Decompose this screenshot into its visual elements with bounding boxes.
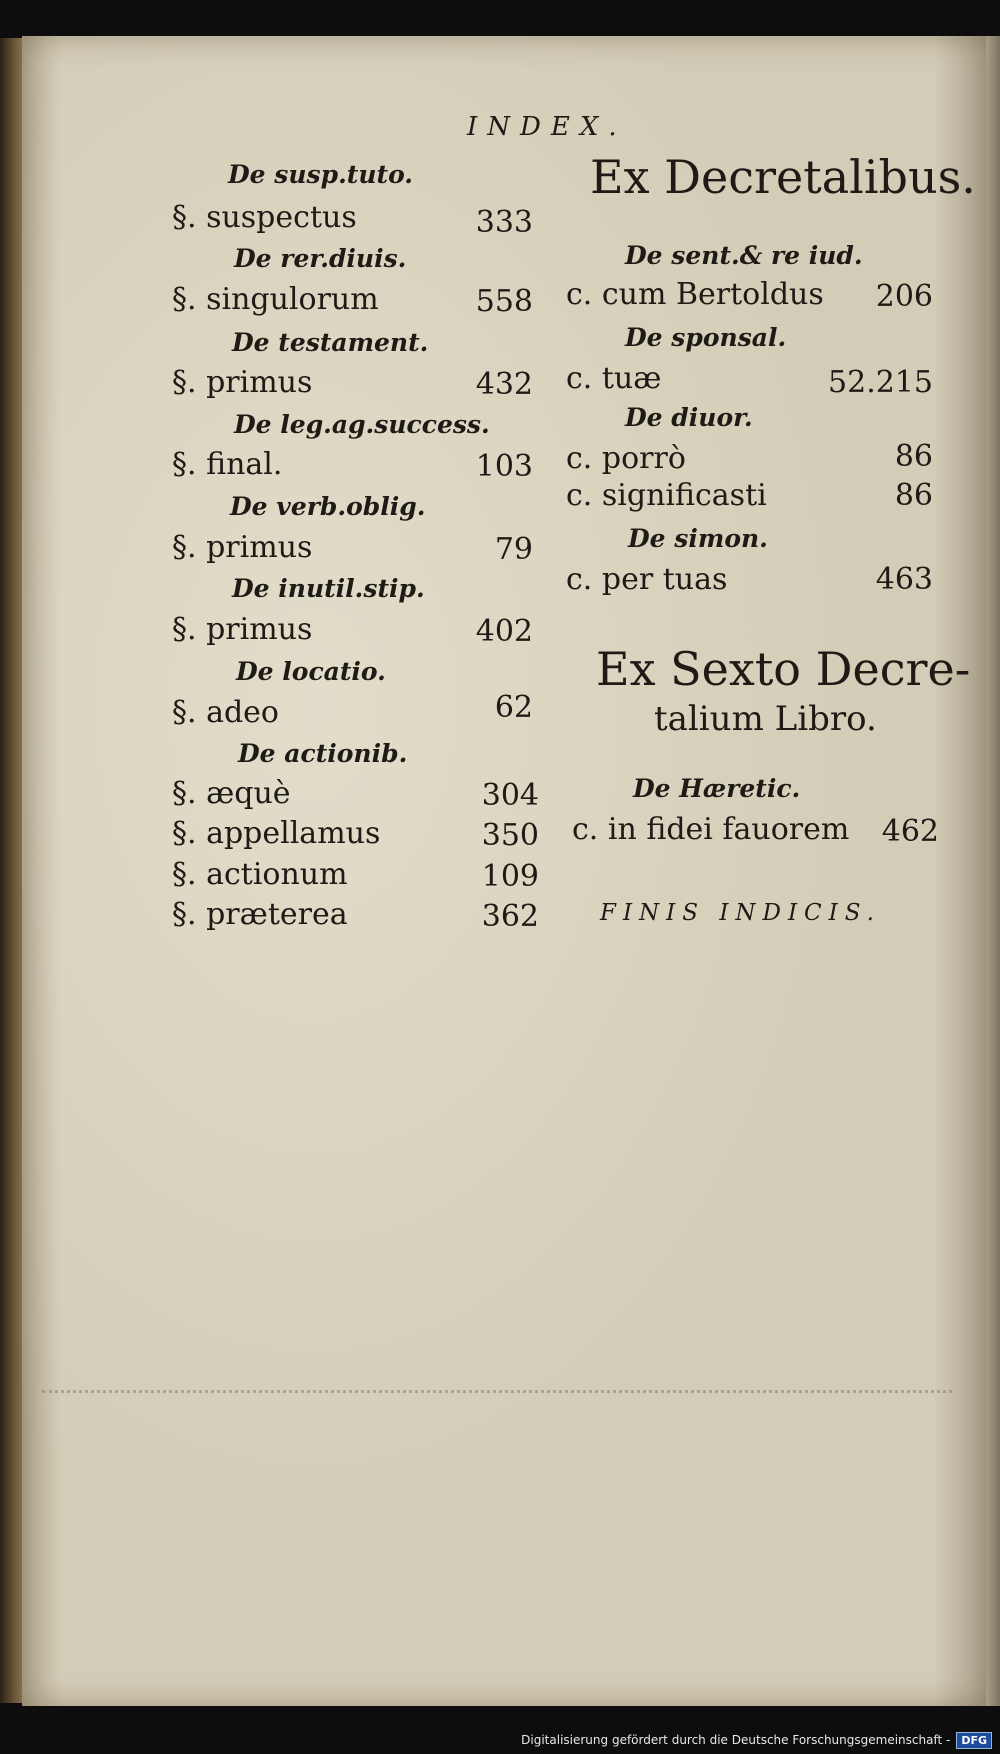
index-entry: §. primus: [172, 612, 313, 647]
index-rubric: De locatio.: [236, 657, 386, 686]
page-number: 432: [475, 367, 533, 402]
page-number: 86: [894, 439, 933, 474]
index-rubric: De susp.tuto.: [228, 160, 414, 189]
section-title-continued: talium Libro.: [654, 699, 877, 739]
page-number: 103: [475, 449, 533, 484]
finis-line: FINIS INDICIS.: [600, 900, 881, 926]
page-number: 558: [475, 284, 533, 319]
page-number: 462: [881, 814, 939, 849]
index-rubric: De sponsal.: [625, 323, 787, 352]
index-rubric: De verb.oblig.: [230, 492, 426, 521]
page-number: 109: [481, 859, 539, 894]
index-entry: c. significasti: [566, 478, 767, 513]
book-spine: [0, 38, 24, 1703]
page-number: 304: [481, 778, 539, 813]
index-entry: c. porrò: [566, 441, 686, 476]
index-entry: c. cum Bertoldus: [566, 277, 824, 312]
page-number: 86: [894, 478, 933, 513]
index-entry: §. appellamus: [172, 816, 381, 851]
index-entry: §. primus: [172, 530, 313, 565]
index-entry: §. final.: [172, 447, 283, 482]
index-rubric: De diuor.: [625, 403, 753, 432]
index-entry: §. præterea: [172, 897, 348, 932]
index-rubric: De inutil.stip.: [232, 574, 425, 603]
index-entry: c. per tuas: [566, 562, 728, 597]
page-edge: [986, 36, 1000, 1706]
index-rubric: De simon.: [628, 524, 768, 553]
section-title: Ex Sexto Decre-: [596, 642, 971, 696]
index-entry: c. in fidei fauorem: [572, 812, 850, 847]
index-rubric: De actionib.: [238, 739, 408, 768]
page-header: INDEX.: [467, 112, 627, 142]
page-number: 79: [494, 532, 533, 567]
page-number: 362: [481, 899, 539, 934]
page-number: 333: [475, 205, 533, 240]
index-entry: §. æquè: [172, 776, 291, 811]
show-through-dots: [42, 1390, 952, 1393]
page-number: 206: [875, 279, 933, 314]
index-entry: §. suspectus: [172, 200, 357, 235]
footer-credit: Digitalisierung gefördert durch die Deutsche Forschungsgemeinschaft -: [521, 1733, 951, 1747]
index-entry: §. primus: [172, 365, 313, 400]
digitization-footer: [521, 1730, 992, 1750]
index-entry: §. singulorum: [172, 282, 379, 317]
index-rubric: De sent.& re iud.: [625, 241, 863, 270]
index-entry: c. tuæ: [566, 361, 662, 396]
page-number: 463: [875, 562, 933, 597]
page-number: 62: [494, 690, 533, 725]
index-entry: §. actionum: [172, 857, 348, 892]
index-rubric: De leg.ag.success.: [234, 410, 490, 439]
page-number: 52.215: [828, 365, 933, 400]
index-rubric: De Hæretic.: [633, 774, 801, 803]
index-rubric: De rer.diuis.: [234, 244, 407, 273]
dfg-logo: DFG: [956, 1732, 992, 1749]
index-entry: §. adeo: [172, 695, 279, 730]
section-title: Ex Decretalibus.: [590, 150, 976, 204]
page-number: 402: [475, 614, 533, 649]
index-rubric: De testament.: [232, 328, 429, 357]
page-number: 350: [481, 818, 539, 853]
